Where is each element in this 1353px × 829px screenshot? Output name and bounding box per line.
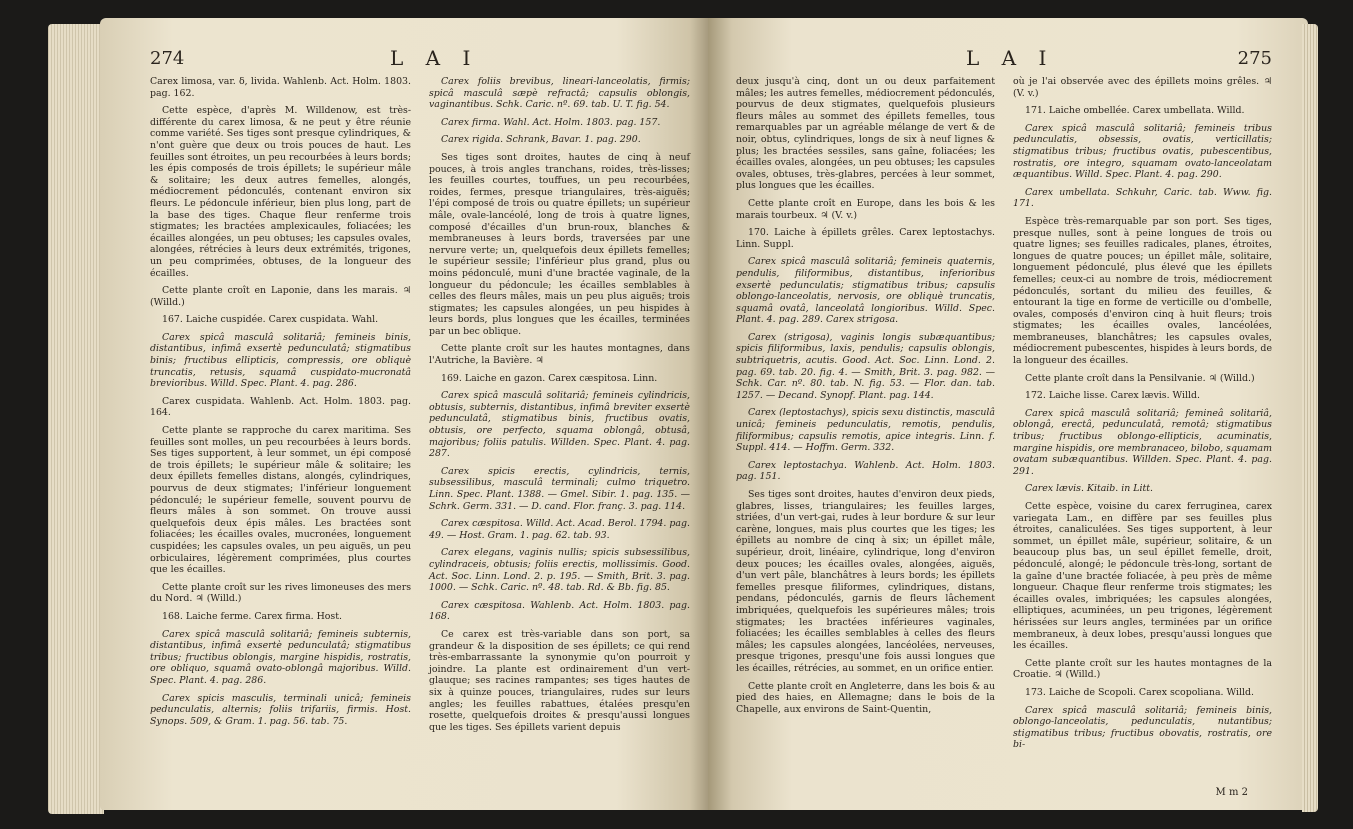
- left-page-running-title: L A I: [390, 46, 479, 70]
- paragraph: Cette plante croît sur les hautes montagnes, dans l'Autriche, la Bavière. ♃: [429, 343, 690, 367]
- latin-diagnosis: Carex (leptostachys), spicis sexu distinctis, masculâ unicâ; femineis pedunculatis, remotis, pendulis, filiformibus; capsulis remotis, apice integris. Linn. f. Suppl. 414. — Hoffm. Germ. 332.: [736, 407, 995, 454]
- latin-diagnosis: Carex spicis erectis, cylindricis, ternis, subsessilibus, masculâ terminali; culmo triquetro. Linn. Spec. Plant. 1388. — Gmel. Sibir. 1. pag. 135. — Schrk. Germ. 331. — D. cand. Flor. franç. 3. pag. 114.: [429, 465, 690, 512]
- paragraph: Cette plante croît en Laponie, dans les marais. ♃ (Willd.): [150, 285, 411, 308]
- paragraph: Cette espèce, d'après M. Willdenow, est très-différente du carex limosa, & ne peut y être réunie comme variété. Ses tiges sont presque cylindriques, & n'ont guère que deux ou trois pouces de haut. Les feuilles sont étroites, un peu recourbées à leurs bords; les épis composés de trois épillets; le supérieur mâle & solitaire; les deux autres femelles, alongés, médiocrement pédonculés, contenant environ six fleurs. Le pédoncule inférieur, bien plus long, part de la base des tiges. Chaque fleur renferme trois stigmates; les bractées amplexicaules, foliacées; les écailles alongées, un peu obtuses; les capsules ovales, alongées, rétrécies à leurs deux extrémités, trigones, un peu comprimées, obtuses, de la longueur des écailles.: [150, 105, 411, 279]
- paragraph: Carex cuspidata. Wahlenb. Act. Holm. 1803. pag. 164.: [150, 395, 411, 419]
- latin-diagnosis: Carex spicâ masculâ solitariâ; femineâ solitariâ, oblongâ, erectâ, pedunculatâ, remotâ; stigmatibus tribus; fructibus oblongo-ellipticis, acuminatis, margine hispidis, ore membranaceo, bilobo, squamam ovatam subæquantibus. Willden. Spec. Plant. 4. pag. 291.: [1013, 407, 1272, 477]
- latin-diagnosis: Carex spicâ masculâ solitariâ; femineis binis, distantibus, infimâ exsertè pedunculatâ; stigmatibus binis; fructibus ellipticis, compressis, ore obliquè truncatis, retusis, squamâ cuspidato-mucronatâ brevioribus. Willd. Spec. Plant. 4. pag. 286.: [150, 331, 411, 390]
- paragraph: Cette plante croît sur les rives limoneuses des mers du Nord. ♃ (Willd.): [150, 581, 411, 605]
- latin-diagnosis: Carex spicâ masculâ solitariâ; femineis subternis, distantibus, infimâ exsertè pedunculatâ; stigmatibus tribus; fructibus oblongis, margine hispidis, rostratis, ore obliquo, squamâ ovato-oblongâ majoribus. Willd. Spec. Plant. 4. pag. 286.: [150, 628, 411, 686]
- entry-heading: 167. Laiche cuspidée. Carex cuspidata. Wahl.: [162, 314, 379, 326]
- right-column-1: [736, 76, 995, 757]
- paragraph: Ce carex est très-variable dans son port, sa grandeur & la disposition de ses épillets; ce qui rend très-embarrassante la synonymie qu'on pourroit y joindre. La plante est ordinairement d'un vert-glauque; ses racines rampantes; ses tiges hautes de six à quinze pouces, triangulaires, rudes sur leurs angles; les feuilles rabattues, étalées presqu'en rosette, quelquefois droites & presqu'aussi longues que les tiges. Ses épillets varient depuis: [429, 628, 690, 733]
- paragraph: Cette plante croît en Europe, dans les bois & les marais tourbeux. ♃ (V. v.): [736, 197, 995, 221]
- paragraph: Carex limosa, var. δ, livida. Wahlenb. Act. Holm. 1803. pag. 162.: [150, 76, 411, 99]
- latin-diagnosis: Carex spicâ masculâ solitariâ; femineis cylindricis, obtusis, subternis, distantibus, infimâ breviter exsertè pedunculatâ, stigmatibus binis, fructibus ovatis, obtusis, ore perfecto, squama oblongâ, obtusâ, majoribus; foliis patulis. Willden. Spec. Plant. 4. pag. 287.: [429, 390, 690, 460]
- latin-diagnosis: Carex foliis brevibus, lineari-lanceolatis, firmis; spicâ masculâ sæpè refractâ; capsulis oblongis, vaginantibus. Schk. Caric. nº. 69. tab. U. T. fig. 54.: [429, 76, 690, 111]
- entry-heading: 173. Laiche de Scopoli. Carex scopoliana. Willd.: [1025, 686, 1254, 698]
- latin-diagnosis: Carex spicâ masculâ solitariâ; femineis tribus pedunculatis, obsessis, ovatis, verticillatis; stigmatibus tribus; fructibus ovatis, pubescentibus, rostratis, ore integro, squamam ovato-lanceolatam æquantibus. Willd. Spec. Plant. 4. pag. 290.: [1013, 122, 1272, 181]
- synonym: Carex cæspitosa. Willd. Act. Acad. Berol. 1794. pag. 49. — Host. Gram. 1. pag. 62. tab. 93.: [429, 518, 690, 541]
- entry-heading: 171. Laiche ombellée. Carex umbellata. Willd.: [1025, 105, 1245, 117]
- right-page-header: [736, 46, 1272, 76]
- paragraph: Cette plante croît dans la Pensilvanie. ♃ (Willd.): [1025, 372, 1255, 384]
- synonym: Carex leptostachya. Wahlenb. Act. Holm. 1803. pag. 151.: [736, 459, 995, 483]
- paragraph: Cette plante se rapproche du carex maritima. Ses feuilles sont molles, un peu recourbées à leurs bords. Ses tiges supportent, à leur sommet, un épi composé de trois épillets; le supérieur mâle & solitaire; les deux épillets femelles distans, alongés, cylindriques, pourvus de deux stigmates; l'inférieur longuement pédonculé; le supérieur femelle, souvent pourvu de fleurs mâles à son sommet. On trouve aussi quelquefois deux épis mâles. Les bractées sont foliacées; les écailles ovales, mucronées, longuement cuspidées; les capsules ovales, un peu aiguës, un peu orbiculaires, légèrement comprimées, plus courtes que les écailles.: [150, 425, 411, 576]
- entry-heading: 170. Laiche à épillets grêles. Carex leptostachys. Linn. Suppl.: [736, 227, 995, 250]
- left-column-2: [429, 76, 690, 739]
- paragraph: Cette plante croît en Angleterre, dans les bois & au pied des haies, en Allemagne; dans le bois de la Chapelle, aux environs de Saint-Quentin,: [736, 680, 995, 715]
- latin-diagnosis: Carex (strigosa), vaginis longis subæquantibus; spicis filiformibus, laxis, pendulis; capsulis oblongis, subtriquetris, acutis. Good. Act. Soc. Linn. Lond. 2. pag. 69. tab. 20. fig. 4. — Smith, Brit. 3. pag. 982. — Schk. Car. nº. 80. tab. N. fig. 53. — Flor. dan. tab. 1257. — Decand. Synopf. Plant. pag. 144.: [736, 331, 995, 401]
- signature-mark: M m 2: [1215, 787, 1248, 798]
- synonym: Carex umbellata. Schkuhr, Caric. tab. Www. fig. 171.: [1013, 186, 1272, 210]
- paragraph: Ses tiges sont droites, hautes d'environ deux pieds, glabres, lisses, triangulaires; les feuilles larges, striées, d'un vert-gai, rudes à leur bordure & sur leur carène, longues, mais plus courtes que les tiges; les épillets au nombre de cinq à six; un épillet mâle, supérieur, droit, linéaire, cylindrique, long d'environ deux pouces; les écailles ovales, alongées, aiguës, d'un vert pâle, blanchâtres à leurs bords; les épillets femelles presque filiformes, cylindriques, distans, pendans, pédonculés, garnis de fleurs lâchement imbriquées, quelquefois les supérieures mâles; trois stigmates; les bractées inférieures vaginales, foliacées; les écailles semblables à celles des fleurs mâles; les capsules alongées, lancéolées, nerveuses, presque trigones, presqu'une fois aussi longues que les écailles, rétrécies, au sommet, en un orifice entier.: [736, 489, 995, 674]
- left-column-1: [150, 76, 411, 739]
- synonym: Carex rigida. Schrank, Bavar. 1. pag. 290.: [441, 134, 641, 146]
- paragraph: Ses tiges sont droites, hautes de cinq à neuf pouces, à trois angles tranchans, roides, très-lisses; les feuilles courtes, touffues, un peu recourbées, roides, fermes, presque triangulaires, très-aiguës; l'épi composé de trois ou quatre épillets; un supérieur mâle, ovale-lancéolé, long de trois à quatre lignes, composé d'écailles d'un brun-roux, blanches & membraneuses à leurs bords, traversées par une nervure verte; un, quelquefois deux épillets femelles; le supérieur sessile; l'inférieur plus grand, plus ou moins pédonculé, muni d'une bractée vaginale, de la longueur du pédoncule; les écailles semblables à celles des fleurs mâles, mais un peu plus aiguës; trois stigmates; les capsules alongées, un peu hispides à leurs bords, plus longues que les écailles, terminées par un bec oblique.: [429, 151, 690, 337]
- entry-heading: 172. Laiche lisse. Carex lævis. Willd.: [1025, 390, 1200, 402]
- paragraph: Cette espèce, voisine du carex ferruginea, carex variegata Lam., en diffère par ses feuilles plus étroites, canaliculées. Ses tiges supportent, à leur sommet, un épillet mâle, supérieur, solitaire, & un beaucoup plus bas, un seul épillet femelle, droit, pédonculé, alongé; le pédoncule très-long, sortant de la gaîne d'une bractée foliacée, à peu près de même longueur. Chaque fleur renferme trois stigmates; les écailles ovales, imbriquées; les capsules alongées, elliptiques, acuminées, un peu trigones, légèrement hérissées sur leurs angles, terminées par un orifice membraneux, à deux lobes, presqu'aussi longues que les écailles.: [1013, 501, 1272, 652]
- right-page-number: 275: [1237, 48, 1272, 69]
- paragraph: Espèce très-remarquable par son port. Ses tiges, presque nulles, sont à peine longues de trois ou quatre lignes; ses feuilles radicales, planes, étroites, longues de quatre pouces; un épillet mâle, solitaire, longuement pédonculé, plus élevé que les épillets femelles; ceux-ci au nombre de trois, médiocrement pédonculés, sortant du milieu des feuilles, & entourant la tige en forme de verticille ou d'ombelle, ovales, composés d'environ cinq à huit fleurs; trois stigmates; les écailles ovales, lancéolées, membraneuses, blanchâtres; les capsules ovales, médiocrement pubescentes, hispides à leurs bords, de la longueur des écailles.: [1013, 215, 1272, 367]
- open-book: [40, 18, 1320, 818]
- entry-heading: 169. Laiche en gazon. Carex cæspitosa. Linn.: [441, 372, 658, 384]
- synonym: Carex cæspitosa. Wahlenb. Act. Holm. 1803. pag. 168.: [429, 599, 690, 623]
- left-page-number: 274: [150, 48, 185, 69]
- paragraph: Cette plante croît sur les hautes montagnes de la Croatie. ♃ (Willd.): [1013, 657, 1272, 681]
- latin-diagnosis: Carex spicis masculis, terminali unicâ; femineis pedunculatis, alternis; foliis trifariis, firmis. Host. Synops. 509, & Gram. 1. pag. 56. tab. 75.: [150, 692, 411, 727]
- paragraph: deux jusqu'à cinq, dont un ou deux parfaitement mâles; les autres femelles, médiocrement pédonculés, pourvus de deux stigmates, quelquefois plusieurs fleurs mâles au sommet des épillets femelles, tous remarquables par un agréable mélange de vert & de noir, obtus, cylindriques, longs de six à neuf lignes & plus; les bractées sessiles, sans gaîne, foliacées; les écailles ovales, alongées, un peu obtuses; les capsules ovales, obtuses, très-glabres, percées à leur sommet, plus longues que les écailles.: [736, 76, 995, 192]
- left-page: [100, 18, 708, 810]
- latin-diagnosis: Carex spicâ masculâ solitariâ; femineis quaternis, pendulis, filiformibus, distantibus, inferioribus exsertè pedunculatis; stigmatibus tribus; capsulis oblongo-lanceolatis, nervosis, ore obliquè truncatis, squamâ ovatâ, lanceolatâ longioribus. Willd. Spec. Plant. 4. pag. 289. Carex strigosa.: [736, 256, 995, 326]
- page-edges-right: [1302, 24, 1318, 812]
- synonym: Carex firma. Wahl. Act. Holm. 1803. pag. 157.: [441, 116, 661, 128]
- paragraph: où je l'ai observée avec des épillets moins grêles. ♃ (V. v.): [1013, 76, 1272, 99]
- page-edges-left: [48, 24, 104, 814]
- left-page-header: [150, 46, 690, 76]
- latin-diagnosis: Carex spicâ masculâ solitariâ; femineis binis, oblongo-lanceolatis, pedunculatis, nutantibus; stigmatibus tribus; fructibus obovatis, rostratis, ore bi-: [1013, 704, 1272, 751]
- right-column-2: [1013, 76, 1272, 757]
- right-page-running-title: L A I: [966, 46, 1055, 70]
- entry-heading: 168. Laiche ferme. Carex firma. Host.: [162, 610, 342, 622]
- right-page: [708, 18, 1308, 810]
- latin-diagnosis: Carex elegans, vaginis nullis; spicis subsessilibus, cylindraceis, obtusis; foliis erectis, mollissimis. Good. Act. Soc. Linn. Lond. 2. p. 195. — Smith, Brit. 3. pag. 1000. — Schk. Caric. nº. 48. tab. Rd. & Bb. fig. 85.: [429, 547, 690, 594]
- synonym: Carex lævis. Kitaib. in Litt.: [1025, 483, 1154, 495]
